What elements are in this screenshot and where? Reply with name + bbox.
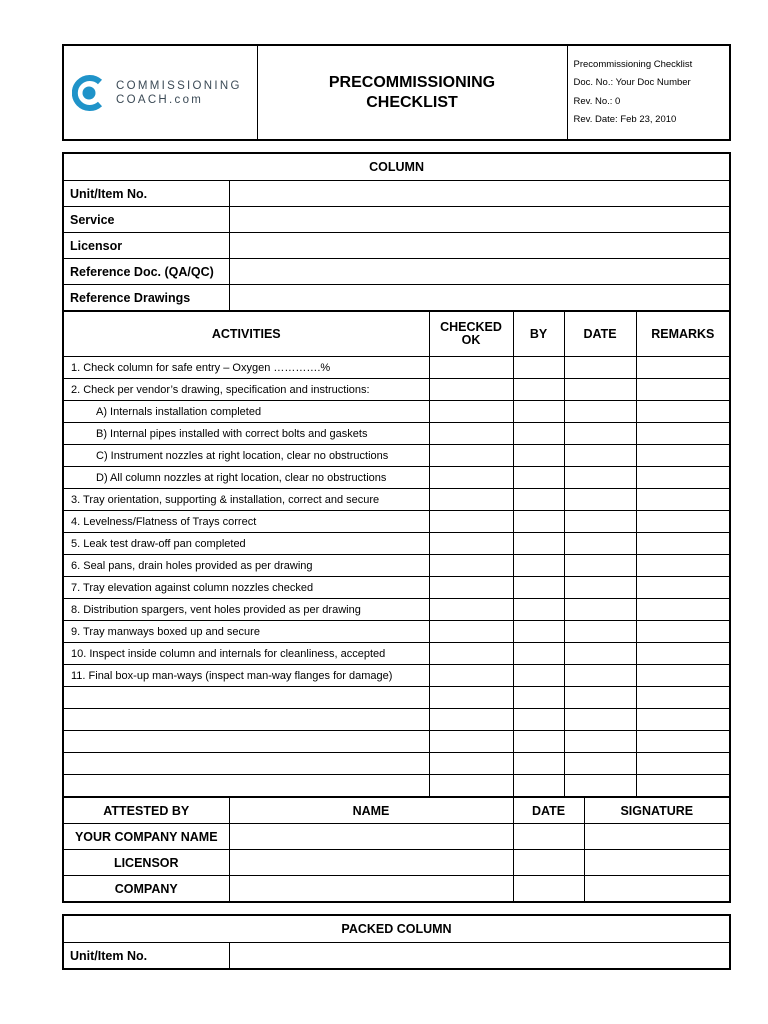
remarks-cell[interactable] (636, 577, 730, 599)
by-cell[interactable] (513, 665, 564, 687)
remarks-cell[interactable] (636, 401, 730, 423)
remarks-header: REMARKS (636, 311, 730, 357)
activity-text: 5. Leak test draw-off pan completed (63, 533, 429, 555)
activity-row (63, 687, 730, 709)
checked-ok-cell[interactable] (429, 753, 513, 775)
attested-by-header: ATTESTED BY (63, 797, 229, 824)
date-cell[interactable] (564, 423, 636, 445)
info-row (63, 259, 730, 285)
activity-text (63, 709, 429, 731)
activity-row (63, 533, 730, 555)
date-cell[interactable] (564, 511, 636, 533)
date-cell[interactable] (564, 643, 636, 665)
activity-row (63, 621, 730, 643)
remarks-cell[interactable] (636, 555, 730, 577)
activity-row (63, 555, 730, 577)
date-cell[interactable] (564, 709, 636, 731)
by-cell[interactable] (513, 379, 564, 401)
activity-text: 3. Tray orientation, supporting & installation, correct and secure (63, 489, 429, 511)
remarks-cell[interactable] (636, 753, 730, 775)
attest-party-label: YOUR COMPANY NAME (63, 824, 229, 850)
activity-row (63, 709, 730, 731)
remarks-cell[interactable] (636, 621, 730, 643)
attest-row (63, 850, 730, 876)
attest-name-field[interactable] (229, 876, 513, 903)
by-cell[interactable] (513, 687, 564, 709)
checked-ok-cell[interactable] (429, 401, 513, 423)
date-cell[interactable] (564, 379, 636, 401)
checked-ok-cell[interactable] (429, 555, 513, 577)
checked-ok-cell[interactable] (429, 379, 513, 401)
remarks-cell[interactable] (636, 445, 730, 467)
info-value-field[interactable] (229, 259, 730, 285)
remarks-cell[interactable] (636, 665, 730, 687)
info-value-field[interactable] (229, 285, 730, 312)
attest-date-field[interactable] (513, 850, 584, 876)
info-value-field[interactable] (229, 181, 730, 207)
info-row (63, 233, 730, 259)
activity-row (63, 643, 730, 665)
activity-row (63, 489, 730, 511)
by-cell[interactable] (513, 555, 564, 577)
by-cell[interactable] (513, 753, 564, 775)
document-meta (567, 45, 730, 140)
column-checklist-table (62, 152, 731, 903)
activity-row (63, 423, 730, 445)
remarks-cell[interactable] (636, 687, 730, 709)
date-cell[interactable] (564, 555, 636, 577)
remarks-cell[interactable] (636, 357, 730, 379)
activity-text: 11. Final box-up man-ways (inspect man-way flanges for damage) (63, 665, 429, 687)
checked-ok-cell[interactable] (429, 533, 513, 555)
date-cell[interactable] (564, 621, 636, 643)
activity-text: C) Instrument nozzles at right location, clear no obstructions (63, 445, 429, 467)
activity-text: A) Internals installation completed (63, 401, 429, 423)
checked-ok-header (429, 311, 513, 357)
activities-header: ACTIVITIES (63, 311, 429, 357)
info-label: Licensor (63, 233, 229, 259)
remarks-cell[interactable] (636, 467, 730, 489)
activity-row (63, 511, 730, 533)
document-title (257, 45, 567, 140)
date-header: DATE (564, 311, 636, 357)
by-cell[interactable] (513, 489, 564, 511)
packed-section-title: PACKED COLUMN (63, 915, 730, 943)
title-line2: CHECKLIST (366, 93, 458, 111)
info-label: Service (63, 207, 229, 233)
checked-header-line1: CHECKED (440, 320, 502, 334)
date-cell[interactable] (564, 357, 636, 379)
by-cell[interactable] (513, 467, 564, 489)
column-section-title: COLUMN (63, 153, 730, 181)
remarks-cell[interactable] (636, 379, 730, 401)
date-cell[interactable] (564, 533, 636, 555)
date-cell[interactable] (564, 665, 636, 687)
activity-row (63, 445, 730, 467)
activity-text (63, 753, 429, 775)
activity-row (63, 577, 730, 599)
activity-text: 9. Tray manways boxed up and secure (63, 621, 429, 643)
packed-info-row (63, 943, 730, 970)
attest-date-field[interactable] (513, 876, 584, 903)
meta-doc-number: Doc. No.: Your Doc Number (573, 77, 691, 88)
activity-row (63, 753, 730, 775)
activity-rows (63, 357, 730, 798)
attest-signature-field[interactable] (584, 824, 730, 850)
remarks-cell[interactable] (636, 709, 730, 731)
date-cell[interactable] (564, 687, 636, 709)
attest-name-field[interactable] (229, 850, 513, 876)
by-cell[interactable] (513, 775, 564, 798)
by-cell[interactable] (513, 533, 564, 555)
activity-text: D) All column nozzles at right location, clear no obstructions (63, 467, 429, 489)
info-label: Unit/Item No. (63, 181, 229, 207)
by-cell[interactable] (513, 445, 564, 467)
attest-name-field[interactable] (229, 824, 513, 850)
activity-text (63, 775, 429, 798)
attest-row (63, 876, 730, 903)
checked-ok-cell[interactable] (429, 445, 513, 467)
activity-text: 8. Distribution spargers, vent holes provided as per drawing (63, 599, 429, 621)
packed-info-value-field[interactable] (229, 943, 730, 970)
checked-ok-cell[interactable] (429, 467, 513, 489)
logo-text-line2: COACH.com (116, 93, 204, 106)
activity-row (63, 401, 730, 423)
remarks-cell[interactable] (636, 489, 730, 511)
remarks-cell[interactable] (636, 643, 730, 665)
activity-row (63, 599, 730, 621)
checked-ok-cell[interactable] (429, 489, 513, 511)
checked-ok-cell[interactable] (429, 423, 513, 445)
checked-ok-cell[interactable] (429, 665, 513, 687)
activity-text: 2. Check per vendor’s drawing, specification and instructions: (63, 379, 429, 401)
date-cell[interactable] (564, 599, 636, 621)
checked-header-line2: OK (461, 333, 481, 347)
by-cell[interactable] (513, 599, 564, 621)
remarks-cell[interactable] (636, 511, 730, 533)
checked-ok-cell[interactable] (429, 643, 513, 665)
info-row (63, 207, 730, 233)
by-cell[interactable] (513, 709, 564, 731)
info-value-field[interactable] (229, 233, 730, 259)
by-cell[interactable] (513, 643, 564, 665)
activity-row (63, 379, 730, 401)
by-cell[interactable] (513, 731, 564, 753)
date-cell[interactable] (564, 489, 636, 511)
info-row (63, 181, 730, 207)
checked-ok-cell[interactable] (429, 687, 513, 709)
info-label: Reference Drawings (63, 285, 229, 312)
column-info-rows (63, 181, 730, 312)
checked-ok-cell[interactable] (429, 357, 513, 379)
logo-text-line1: COMMISSIONING (116, 79, 242, 92)
by-cell[interactable] (513, 401, 564, 423)
attest-signature-field[interactable] (584, 876, 730, 903)
meta-rev-date: Rev. Date: Feb 23, 2010 (573, 114, 677, 125)
remarks-cell[interactable] (636, 775, 730, 798)
packed-info-rows (63, 943, 730, 970)
attest-party-label: COMPANY (63, 876, 229, 903)
title-line1: PRECOMMISSIONING (328, 73, 496, 91)
activity-row (63, 775, 730, 798)
remarks-cell[interactable] (636, 423, 730, 445)
activities-header-row (63, 311, 730, 357)
by-cell[interactable] (513, 621, 564, 643)
name-header: NAME (229, 797, 513, 824)
attest-signature-field[interactable] (584, 850, 730, 876)
checked-ok-cell[interactable] (429, 775, 513, 798)
signature-header: SIGNATURE (584, 797, 730, 824)
attest-date-header: DATE (513, 797, 584, 824)
packed-info-label: Unit/Item No. (63, 943, 229, 970)
by-cell[interactable] (513, 577, 564, 599)
info-value-field[interactable] (229, 207, 730, 233)
meta-doc-name: Precommissioning Checklist (573, 58, 693, 70)
attest-header-row (63, 797, 730, 824)
document-header (62, 44, 731, 141)
activity-row (63, 731, 730, 753)
activity-row (63, 467, 730, 489)
checked-ok-cell[interactable] (429, 621, 513, 643)
date-cell[interactable] (564, 401, 636, 423)
attest-date-field[interactable] (513, 824, 584, 850)
attest-row (63, 824, 730, 850)
date-cell[interactable] (564, 731, 636, 753)
date-cell[interactable] (564, 577, 636, 599)
info-row (63, 285, 730, 312)
checked-ok-cell[interactable] (429, 731, 513, 753)
date-cell[interactable] (564, 467, 636, 489)
activity-text: 10. Inspect inside column and internals for cleanliness, accepted (63, 643, 429, 665)
commissioning-coach-logo-icon (72, 74, 106, 112)
remarks-cell[interactable] (636, 599, 730, 621)
checked-ok-cell[interactable] (429, 599, 513, 621)
activity-text (63, 731, 429, 753)
by-header: BY (513, 311, 564, 357)
attestation-block (63, 797, 730, 902)
activity-text: 4. Levelness/Flatness of Trays correct (63, 511, 429, 533)
remarks-cell[interactable] (636, 533, 730, 555)
activity-text (63, 687, 429, 709)
activity-text: 6. Seal pans, drain holes provided as per drawing (63, 555, 429, 577)
meta-rev-number: Rev. No.: 0 (573, 95, 621, 107)
date-cell[interactable] (564, 753, 636, 775)
attest-party-label: LICENSOR (63, 850, 229, 876)
packed-column-table (62, 914, 731, 970)
activity-row (63, 357, 730, 379)
checked-ok-cell[interactable] (429, 709, 513, 731)
activity-text: B) Internal pipes installed with correct bolts and gaskets (63, 423, 429, 445)
activity-text: 1. Check column for safe entry – Oxygen ………….% (63, 357, 429, 379)
date-cell[interactable] (564, 445, 636, 467)
checked-ok-cell[interactable] (429, 577, 513, 599)
by-cell[interactable] (513, 357, 564, 379)
by-cell[interactable] (513, 511, 564, 533)
activity-text: 7. Tray elevation against column nozzles checked (63, 577, 429, 599)
date-cell[interactable] (564, 775, 636, 798)
remarks-cell[interactable] (636, 731, 730, 753)
info-label: Reference Doc. (QA/QC) (63, 259, 229, 285)
activity-row (63, 665, 730, 687)
checked-ok-cell[interactable] (429, 511, 513, 533)
by-cell[interactable] (513, 423, 564, 445)
logo-cell (63, 45, 257, 140)
